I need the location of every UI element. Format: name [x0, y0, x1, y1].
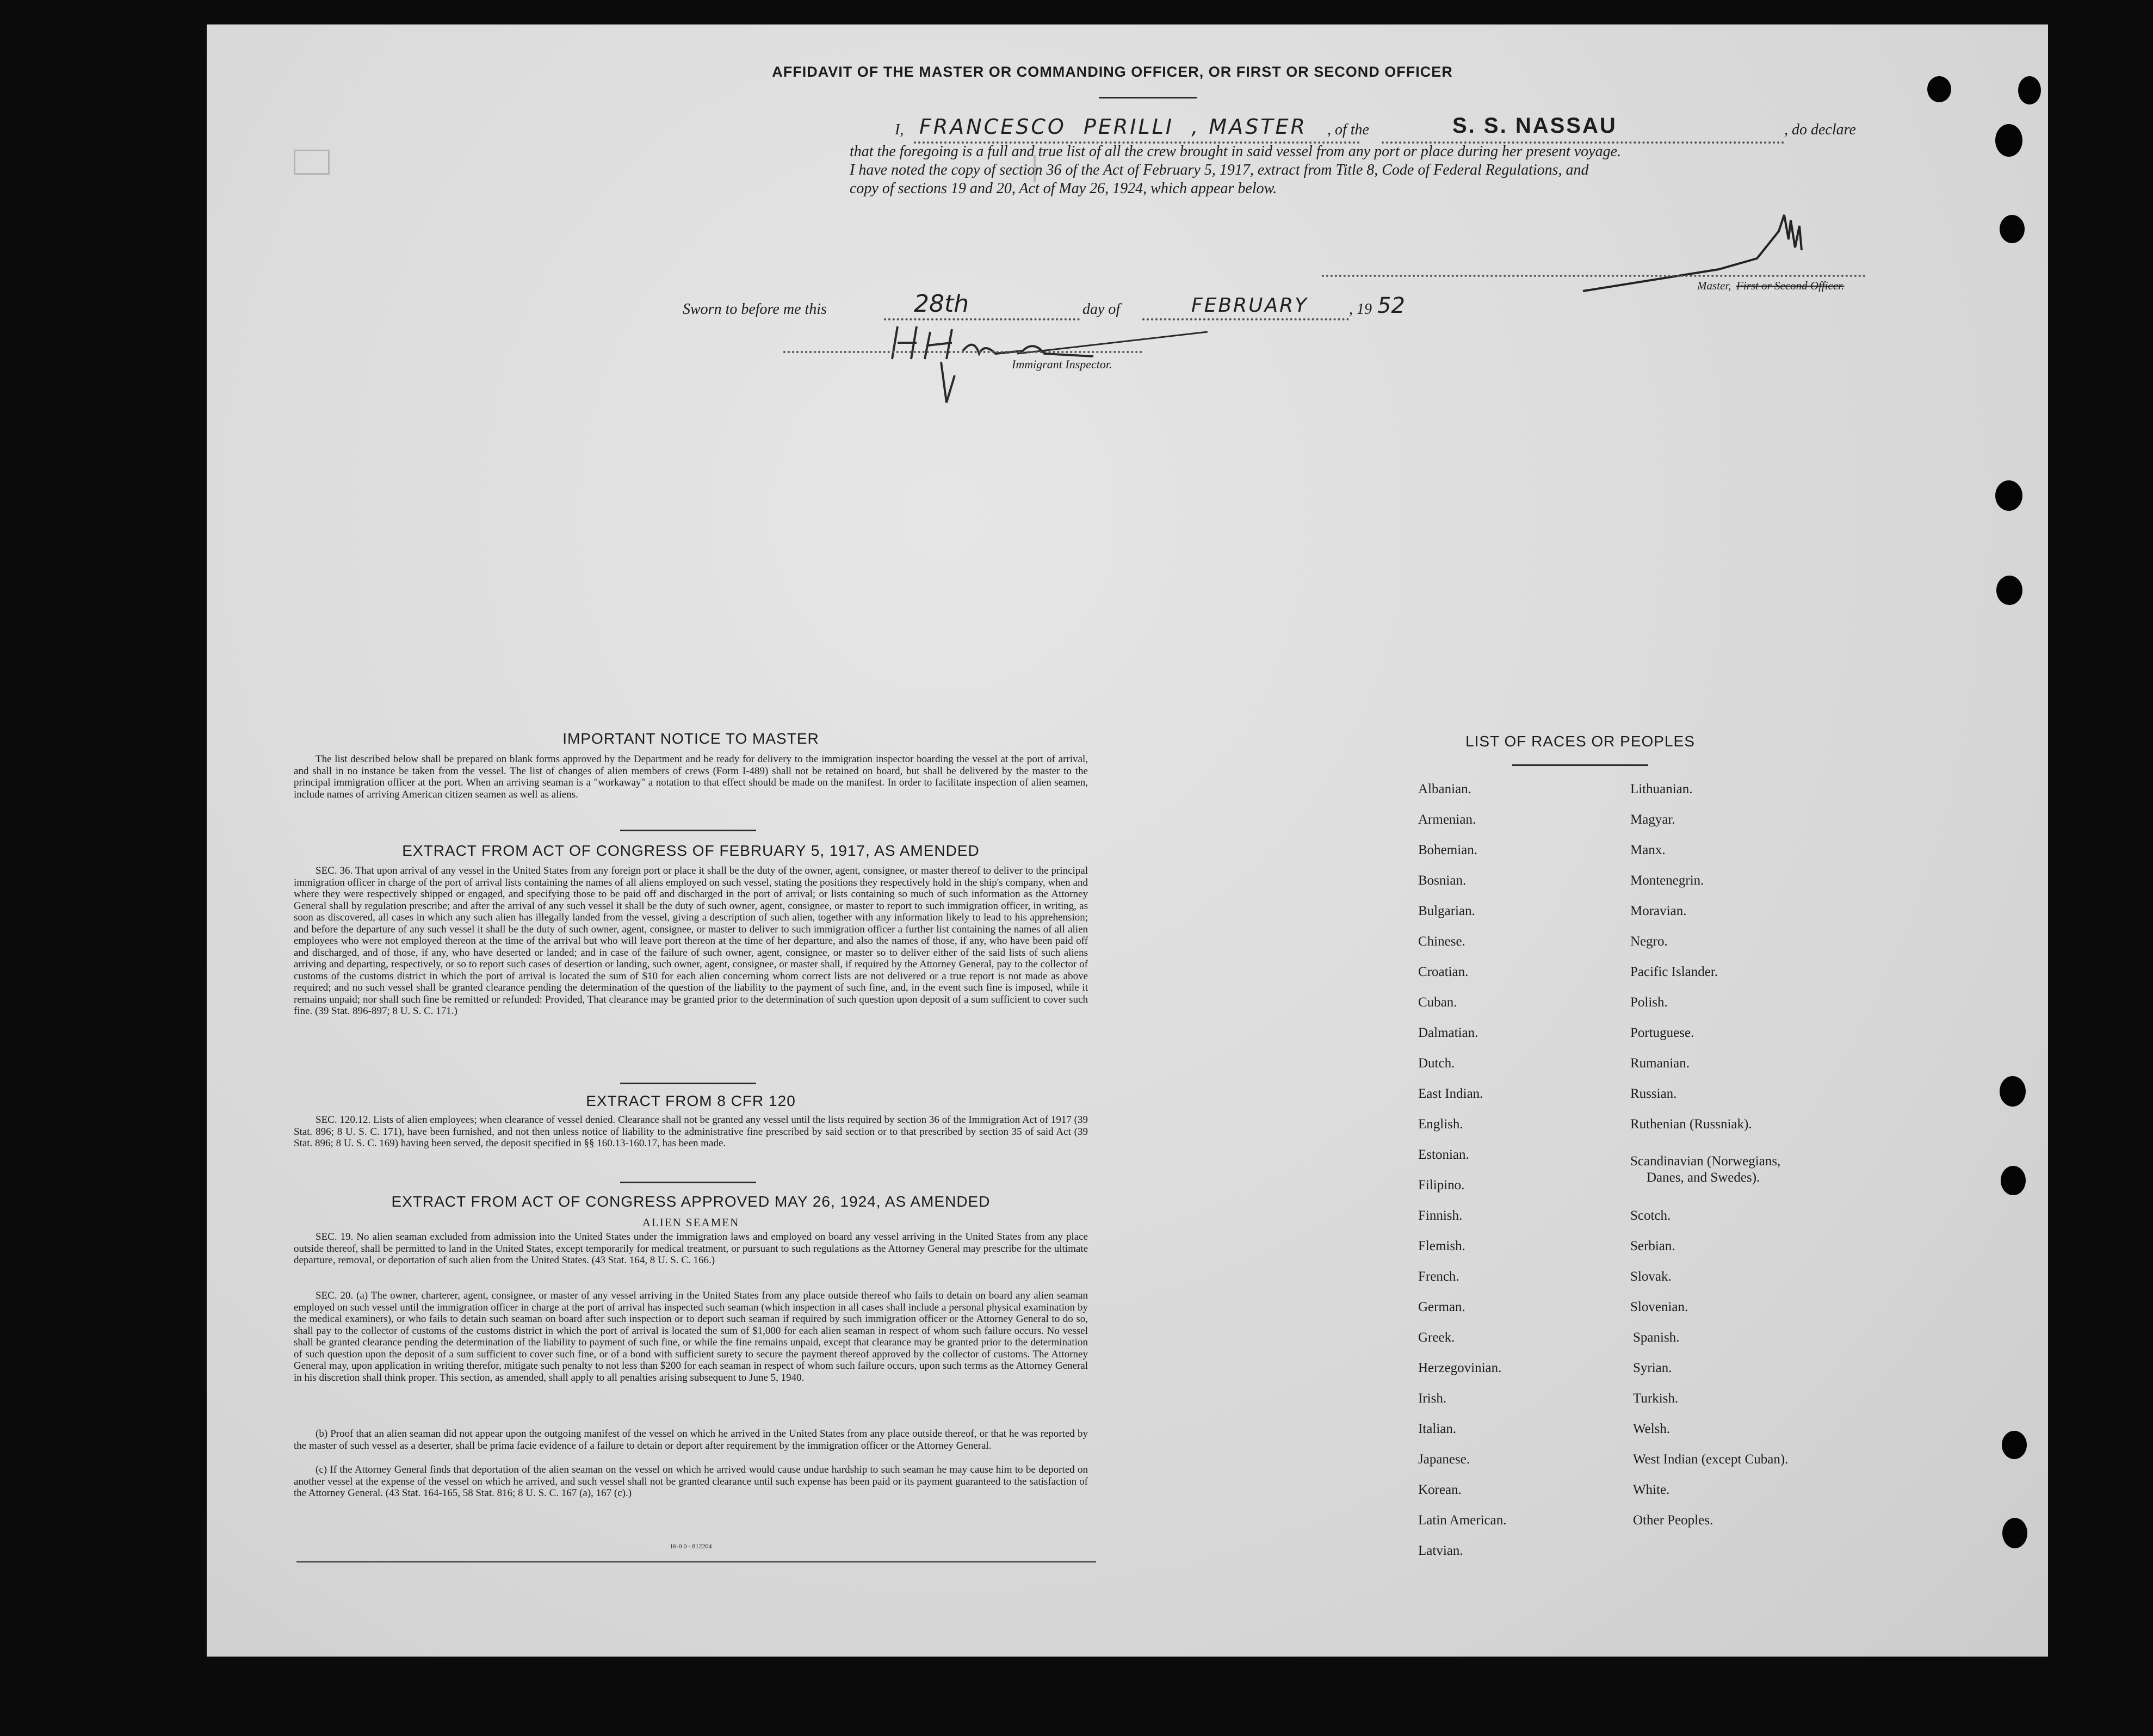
- race-item: Bohemian.: [1418, 843, 1478, 857]
- race-item: Polish.: [1630, 995, 1668, 1010]
- sec-20a-text: SEC. 20. (a) The owner, charterer, agent, consignee, or master of any vessel arriving in the United States from any place outside thereof who fails to detain on board any alien seaman employed on such vessel until the immigration officer in charge at the port of arrival has inspected such seaman (which inspection in all cases shall include a personal physical examination by the medical examiners), or who fails to detain such seaman on board after such inspection or to deport such seaman if required by such immigration officer or the Attorney General to do so, shall pay to the collector of customs of the customs district in which the port of arrival is located the sum of $1,000 for each alien seaman in respect of whom such failure occurs. No vessel shall be granted clearance pending the determination of the liability to payment of such fine, or while the fine remains unpaid, except that clearance may be granted prior to the determination of such question upon the deposit of a sum sufficient to cover such fine, or of a bond with sufficient surety to secure the payment thereof approved by the collector of customs. The Attorney General may, upon application in writing therefor, mitigate such penalty to not less than $200 for each seaman in respect of whom such failure occurs, upon such terms as the Attorney General in his discretion shall think proper. This section, as amended, shall apply to all penalties arising subsequent to June 5, 1940.: [294, 1290, 1088, 1383]
- race-item: Irish.: [1418, 1391, 1447, 1406]
- affidavit-body-3: copy of sections 19 and 20, Act of May 26, 1924, which appear below.: [850, 180, 1277, 197]
- extract-cfr-title: EXTRACT FROM 8 CFR 120: [586, 1092, 796, 1109]
- race-item: Serbian.: [1630, 1239, 1675, 1253]
- sec-19-text: SEC. 19. No alien seaman excluded from admission into the United States under the immigration laws and employed on board any vessel arriving in the United States from any place outside thereof, shall be permitted to land in the United States, except temporarily for medical treatment, or pursuant to such regulations as the Attorney General may prescribe for the ultimate departure, removal, or deportation of such alien from the United States. (43 Stat. 164, 8 U. S. C. 166.): [294, 1231, 1088, 1266]
- race-item: Lithuanian.: [1630, 782, 1693, 796]
- races-title: LIST OF RACES OR PEOPLES: [1465, 733, 1695, 750]
- race-item: Chinese.: [1418, 934, 1465, 949]
- extract-1917-divider: [620, 1083, 756, 1084]
- race-item: Latin American.: [1418, 1513, 1507, 1528]
- affidavit-prefix: I,: [895, 121, 904, 138]
- vessel-name-filled: S. S. NASSAU: [1452, 114, 1617, 138]
- race-item: Portuguese.: [1630, 1025, 1694, 1040]
- master-signature-line: [1322, 275, 1866, 277]
- race-item: Japanese.: [1418, 1452, 1470, 1467]
- race-item: English.: [1418, 1117, 1463, 1132]
- race-item: West Indian (except Cuban).: [1633, 1452, 1789, 1467]
- sec-20c-text: (c) If the Attorney General finds that deportation of the alien seaman on the vessel on which he arrived would cause undue hardship to such seaman he may cause him to be deported on another vessel at the expense of the vessel on which he arrived, and such vessel shall not be granted clearance until such expense has been paid or its payment guaranteed to the satisfaction of the Attorney General. (43 Stat. 164-165, 58 Stat. 816; 8 U. S. C. 167 (a), 167 (c).): [294, 1464, 1088, 1499]
- race-item: French.: [1418, 1269, 1459, 1284]
- race-item: White.: [1633, 1482, 1670, 1497]
- race-item: Manx.: [1630, 843, 1666, 857]
- race-item: Korean.: [1418, 1482, 1462, 1497]
- race-item: Negro.: [1630, 934, 1668, 949]
- race-item: Dalmatian.: [1418, 1025, 1478, 1040]
- affidavit-title: AFFIDAVIT OF THE MASTER OR COMMANDING OFFICER, OR FIRST OR SECOND OFFICER: [772, 64, 1453, 80]
- punch-hole: [1996, 576, 2022, 605]
- year-prefix: , 19: [1349, 301, 1372, 318]
- day-line: [884, 318, 1080, 320]
- master-caption: Master,: [1697, 279, 1731, 292]
- races-divider: [1512, 764, 1648, 766]
- inspector-caption: Immigrant Inspector.: [1012, 357, 1112, 371]
- punch-hole: [2000, 1076, 2026, 1107]
- form-print-code: 16-0 0 - 812204: [670, 1542, 712, 1550]
- extract-1924-title: EXTRACT FROM ACT OF CONGRESS APPROVED MAY 26, 1924, AS AMENDED: [391, 1193, 991, 1210]
- race-item: Welsh.: [1633, 1422, 1671, 1436]
- inspector-line: [783, 351, 1142, 353]
- race-item: Italian.: [1418, 1422, 1457, 1436]
- affidavit-body-2: I have noted the copy of section 36 of the Act of February 5, 1917, extract from Title 8, Code of Federal Regulations, and: [850, 162, 1589, 178]
- race-item: Scotch.: [1630, 1208, 1671, 1223]
- title-divider: [1099, 97, 1197, 98]
- race-item: Flemish.: [1418, 1239, 1465, 1253]
- punch-hole: [2002, 1518, 2027, 1548]
- race-item: Syrian.: [1633, 1361, 1672, 1375]
- of-the-label: , of the: [1327, 121, 1369, 138]
- race-item: Pacific Islander.: [1630, 965, 1718, 979]
- extract-1924-subtitle: ALIEN SEAMEN: [642, 1216, 740, 1229]
- sworn-label: Sworn to before me this: [683, 301, 827, 318]
- extract-cfr-divider: [620, 1182, 756, 1183]
- extract-1917-text: SEC. 36. That upon arrival of any vessel in the United States from any foreign port or place it shall be the duty of the owner, agent, consignee, or master thereof to deliver to the principal immigration officer in charge of the port of arrival lists containing the names of all aliens employed on such vessel, stating the positions they respectively hold in the ship's company, when and where they were respectively shipped or engaged, and specifying those to be paid off and discharged in the port of arrival; or lists containing so much of such information as the Attorney General shall by regulation prescribe; and after the arrival of any such vessel it shall be the duty of such owner, agent, consignee, or master to report to such immigration officer, in writing, as soon as discovered, all cases in which any such alien has illegally landed from the vessel, giving a description of such alien, together with any information likely to lead to his apprehension; and before the departure of any such vessel it shall be the duty of such owner, agent, consignee, or master to deliver to such immigration officer a further list containing the names of all alien employees who were not employed thereon at the time of the arrival but who will leave port thereon at the time of her departure, and also the names of those, if any, who have been paid off and discharged, and of those, if any, who have deserted or landed; and in case of the failure of such owner, agent, consignee, or master so to deliver either of the said lists of such aliens arriving and departing, respectively, or so to report such cases of desertion or landing, such owner, agent, consignee, or master shall, if required by the Attorney General, pay to the collector of customs of the customs district in which the port of arrival is located the sum of $10 for each alien concerning whom correct lists are not delivered or a true report is not made as above required; and no such vessel shall be granted clearance pending the determination of the question of the liability to the payment of such fine, and, in the event such fine is imposed, while it remains unpaid; nor shall such fine be remitted or refunded: Provided, That clearance may be granted prior to the determination of such question upon deposit of a sum sufficient to cover such fine. (39 Stat. 896-897; 8 U. S. C. 171.): [294, 865, 1088, 1017]
- notice-title: IMPORTANT NOTICE TO MASTER: [562, 730, 819, 747]
- race-item: Armenian.: [1418, 812, 1476, 827]
- notice-divider: [620, 830, 756, 831]
- race-item: Bulgarian.: [1418, 904, 1475, 918]
- extract-1917-title: EXTRACT FROM ACT OF CONGRESS OF FEBRUARY 5, 1917, AS AMENDED: [402, 842, 980, 859]
- officer-caption-struck: First or Second Officer.: [1736, 279, 1845, 292]
- declare-label: , do declare: [1784, 121, 1856, 138]
- punch-hole: [2018, 76, 2041, 104]
- punch-hole: [1995, 480, 2022, 511]
- year-filled: 52: [1377, 293, 1405, 318]
- form-page: [207, 24, 2048, 1657]
- month-line: [1142, 318, 1349, 320]
- sec-20b-text: (b) Proof that an alien seaman did not appear upon the outgoing manifest of the vessel on which he arrived in the United States from any place outside thereof, or that he was reported by the master of such vessel as a deserter, shall be prima facie evidence of a failure to detain or deport after requirement by the immigration officer or the Attorney General.: [294, 1428, 1088, 1451]
- race-item: Moravian.: [1630, 904, 1687, 918]
- race-item: Rumanian.: [1630, 1056, 1690, 1071]
- race-item: Ruthenian (Russniak).: [1630, 1117, 1752, 1132]
- race-item: Danes, and Swedes).: [1647, 1170, 1760, 1185]
- race-item: Latvian.: [1418, 1543, 1463, 1558]
- race-item: Spanish.: [1633, 1330, 1680, 1345]
- race-item: Other Peoples.: [1633, 1513, 1713, 1528]
- race-item: Slovak.: [1630, 1269, 1672, 1284]
- race-item: Finnish.: [1418, 1208, 1463, 1223]
- punch-hole: [2001, 1166, 2026, 1195]
- race-item: Scandinavian (Norwegians,: [1630, 1154, 1781, 1169]
- master-name-filled: FRANCESCO PERILLI , MASTER: [919, 115, 1307, 139]
- race-item: Greek.: [1418, 1330, 1455, 1345]
- race-item: Herzegovinian.: [1418, 1361, 1502, 1375]
- race-item: Turkish.: [1633, 1391, 1679, 1406]
- race-item: Bosnian.: [1418, 873, 1467, 888]
- punch-hole: [2002, 1431, 2027, 1459]
- month-filled: FEBRUARY: [1191, 294, 1309, 317]
- day-of-label: day of: [1082, 301, 1121, 318]
- bleedthrough-mark: [1034, 155, 1052, 182]
- race-item: Montenegrin.: [1630, 873, 1704, 888]
- punch-hole: [1995, 124, 2022, 157]
- race-item: Slovenian.: [1630, 1300, 1688, 1314]
- bleedthrough-mark: [294, 150, 330, 175]
- race-item: East Indian.: [1418, 1086, 1483, 1101]
- race-item: Cuban.: [1418, 995, 1457, 1010]
- extract-cfr-text: SEC. 120.12. Lists of alien employees; when clearance of vessel denied. Clearance shall not be granted any vessel until the lists required by section 36 of the Immigration Act of 1917 (39 Stat. 896; 8 U. S. C. 171), have been furnished, and not then unless notice of liability to the administrative fine prescribed by said section or to that prescribed by section 35 of said Act (39 Stat. 896; 8 U. S. C. 169) having been served, the deposit specified in §§ 160.13-160.17, has been made.: [294, 1114, 1088, 1149]
- day-filled: 28th: [914, 290, 969, 318]
- race-item: Russian.: [1630, 1086, 1677, 1101]
- race-item: Magyar.: [1630, 812, 1675, 827]
- race-item: German.: [1418, 1300, 1465, 1314]
- affidavit-body-1: that the foregoing is a full and true list of all the crew brought in said vessel from any port or place during her present voyage.: [850, 143, 1622, 160]
- race-item: Estonian.: [1418, 1147, 1469, 1162]
- race-item: Dutch.: [1418, 1056, 1455, 1071]
- punch-hole: [2000, 215, 2025, 243]
- notice-text: The list described below shall be prepared on blank forms approved by the Department and be ready for delivery to the immigration inspector boarding the vessel at the port of arrival, and shall in no instance be taken from the vessel. The list of changes of alien members of crews (Form I-489) shall not be retained on board, but shall be delivered by the master to the principal immigration officer at the port. When an arriving seaman is a "workaway" a notation to that effect should be made on the manifest. In order to facilitate inspection of alien seamen, include names of arriving American citizen seamen as well as aliens.: [294, 753, 1088, 800]
- race-item: Croatian.: [1418, 965, 1469, 979]
- bottom-rule: [296, 1561, 1096, 1562]
- race-item: Filipino.: [1418, 1178, 1465, 1193]
- punch-hole: [1927, 76, 1951, 102]
- race-item: Albanian.: [1418, 782, 1471, 796]
